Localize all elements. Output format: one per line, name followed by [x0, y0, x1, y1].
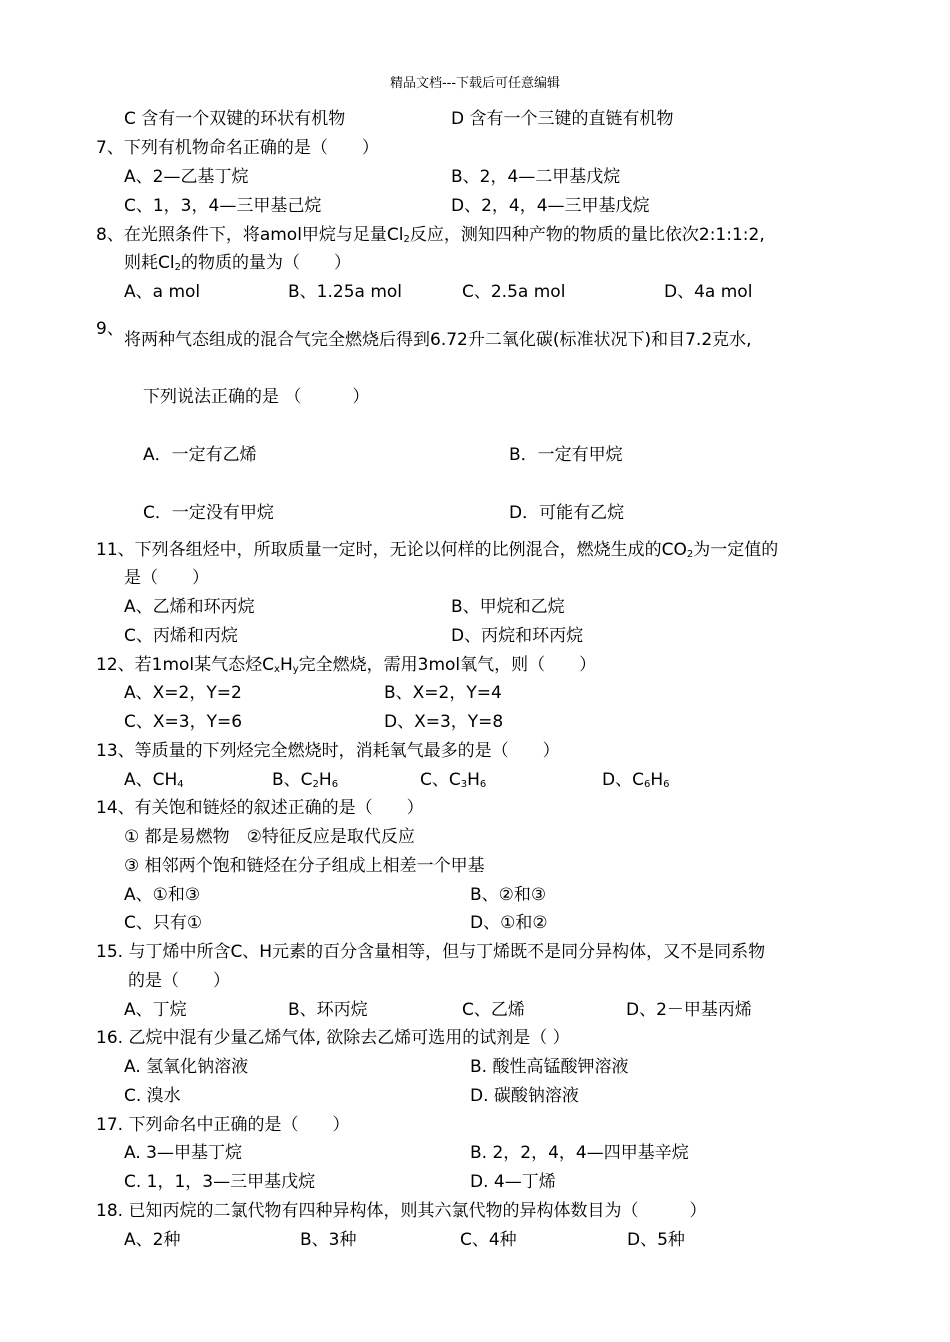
- q16-option-a: A. 氢氧化钠溶液: [124, 1057, 249, 1077]
- q14-option-a: A、①和③: [124, 885, 201, 905]
- q9-stem-line2: 下列说法正确的是 （ ）: [143, 387, 370, 407]
- q16-option-d: D. 碳酸钠溶液: [470, 1086, 579, 1106]
- q17-option-c: C. 1，1，3—三甲基戊烷: [124, 1172, 316, 1192]
- q11-stem-line2: 是（ ）: [124, 568, 209, 588]
- q9-option-a: A．一定有乙烯: [143, 445, 257, 465]
- q16-option-b: B. 酸性高锰酸钾溶液: [470, 1057, 629, 1077]
- q17-option-b: B. 2，2，4，4—四甲基辛烷: [470, 1143, 689, 1163]
- q15-stem-line2: 的是（ ）: [128, 971, 230, 991]
- q12-option-d: D、X=3，Y=8: [384, 712, 504, 732]
- q14-option-d: D、①和②: [470, 913, 548, 933]
- q8-option-c: C、2.5a mol: [462, 282, 566, 302]
- q13-stem: 13、等质量的下列烃完全燃烧时，消耗氧气最多的是（ ）: [96, 741, 560, 761]
- q15-option-b: B、环丙烷: [288, 1000, 368, 1020]
- q11-stem: 11、下列各组烃中，所取质量一定时，无论以何样的比例混合，燃烧生成的$CO_2$为一定值的: [96, 540, 779, 560]
- q9-option-d: D．可能有乙烷: [509, 503, 625, 523]
- q8-option-d: D、4a mol: [664, 282, 753, 302]
- q6-option-d: D 含有一个三键的直链有机物: [451, 109, 674, 129]
- q12-stem: 12、若1mol某气态烃$C_xH_y$完全燃烧，需用3mol氧气，则（ ）: [96, 655, 597, 675]
- q14-statement-3: ③ 相邻两个饱和链烃在分子组成上相差一个甲基: [124, 856, 485, 876]
- q14-stem: 14、有关饱和链烃的叙述正确的是（ ）: [96, 798, 424, 818]
- q13-option-a: A、$CH_4$: [124, 770, 184, 790]
- q7-option-c: C、1，3，4—三甲基己烷: [124, 196, 322, 216]
- q14-statement-1-2: ① 都是易燃物 ②特征反应是取代反应: [124, 827, 415, 847]
- q9-option-c: C．一定没有甲烷: [143, 503, 274, 523]
- q7-option-b: B、2，4—二甲基戊烷: [451, 167, 621, 187]
- q12-option-a: A、X=2，Y=2: [124, 683, 242, 703]
- q14-option-c: C、只有①: [124, 913, 203, 933]
- q7-option-d: D、2，4，4—三甲基戊烷: [451, 196, 650, 216]
- q7-option-a: A、2—乙基丁烷: [124, 167, 249, 187]
- q12-option-c: C、X=3，Y=6: [124, 712, 243, 732]
- q14-option-b: B、②和③: [470, 885, 547, 905]
- q8-option-a: A、a mol: [124, 282, 201, 302]
- q18-option-a: A、2种: [124, 1230, 181, 1250]
- q13-option-d: D、$C_6H_6$: [602, 770, 670, 790]
- q8-stem-line2: 则耗$Cl_2$的物质的量为（ ）: [124, 253, 351, 273]
- q9-number: 9、: [96, 319, 124, 339]
- q11-option-d: D、丙烷和环丙烷: [451, 626, 584, 646]
- q6-option-c: C 含有一个双键的环状有机物: [124, 109, 346, 129]
- page-header: 精品文档---下载后可任意编辑: [389, 76, 561, 91]
- q9-option-b: B．一定有甲烷: [509, 445, 623, 465]
- q16-stem: 16. 乙烷中混有少量乙烯气体, 欲除去乙烯可选用的试剂是（ ）: [96, 1028, 570, 1048]
- q9-stem: 将两种气态组成的混合气完全燃烧后得到6.72升二氧化碳(标准状况下)和目7.2克水,: [124, 330, 752, 350]
- q18-option-d: D、5种: [627, 1230, 685, 1250]
- q16-option-c: C. 溴水: [124, 1086, 181, 1106]
- q17-option-a: A. 3—甲基丁烷: [124, 1143, 242, 1163]
- q11-option-a: A、乙烯和环丙烷: [124, 597, 255, 617]
- q8-option-b: B、1.25a mol: [288, 282, 403, 302]
- q15-stem: 15. 与丁烯中所含C、H元素的百分含量相等，但与丁烯既不是同分异构体，又不是同系物: [96, 942, 766, 962]
- q18-stem: 18. 已知丙烷的二氯代物有四种异构体，则其六氯代物的异构体数目为（ ）: [96, 1201, 707, 1221]
- q18-option-b: B、3种: [300, 1230, 357, 1250]
- q17-stem: 17. 下列命名中正确的是（ ）: [96, 1115, 350, 1135]
- q12-option-b: B、X=2，Y=4: [384, 683, 502, 703]
- q11-option-b: B、甲烷和乙烷: [451, 597, 565, 617]
- q7-stem: 7、下列有机物命名正确的是（ ）: [96, 138, 379, 158]
- q17-option-d: D. 4—丁烯: [470, 1172, 556, 1192]
- q11-option-c: C、丙烯和丙烷: [124, 626, 238, 646]
- q15-option-c: C、乙烯: [462, 1000, 525, 1020]
- q15-option-a: A、丁烷: [124, 1000, 187, 1020]
- q18-option-c: C、4种: [460, 1230, 517, 1250]
- q13-option-c: C、$C_3H_6$: [420, 770, 487, 790]
- q13-option-b: B、$C_2H_6$: [272, 770, 339, 790]
- q8-stem: 8、在光照条件下，将amol甲烷与足量$Cl_2$反应，测知四种产物的物质的量比依次2:1:1:2,: [96, 225, 765, 245]
- q15-option-d: D、2－甲基丙烯: [626, 1000, 752, 1020]
